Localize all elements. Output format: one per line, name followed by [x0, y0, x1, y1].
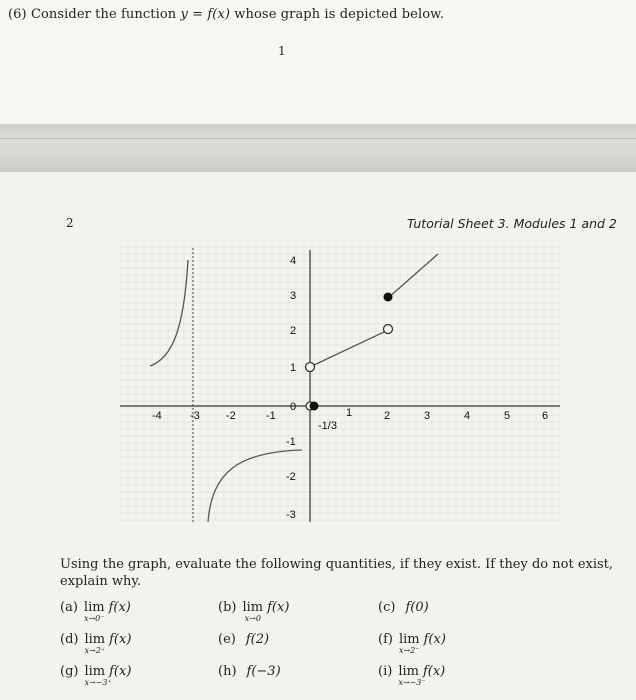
- item-label: (d): [60, 632, 79, 647]
- item-label: (h): [218, 664, 237, 679]
- item-d: [60, 632, 132, 655]
- x-tick-label: 1: [346, 407, 353, 419]
- limit-op: lim: [242, 600, 264, 615]
- x-tick-label: 3: [424, 410, 431, 422]
- item-f: [378, 632, 446, 655]
- item-expr: f(x): [423, 632, 446, 647]
- open-point-2-2: [384, 325, 393, 334]
- item-b: [218, 600, 290, 623]
- item-e: [218, 632, 269, 647]
- y-tick-label: 3: [290, 290, 297, 302]
- item-expr: f(0): [405, 600, 429, 615]
- limit-op: lim: [83, 600, 105, 615]
- limit-sub: x→2⁻: [399, 646, 420, 655]
- limit: [84, 664, 112, 687]
- page-number-1: 1: [278, 44, 286, 58]
- function-equation: y = f(x): [180, 7, 231, 22]
- function-graph: [120, 240, 560, 522]
- item-expr: f(x): [109, 664, 132, 679]
- y-tick-label: -3: [286, 509, 296, 521]
- limit-sub: x→0: [244, 614, 261, 623]
- item-expr: f(2): [245, 632, 270, 647]
- item-label: (c): [378, 600, 396, 615]
- instructions: Using the graph, evaluate the following quantities, if they exist. If they do not exist, explain why.: [60, 557, 614, 589]
- page-number-2: 2: [66, 216, 74, 230]
- item-a: [60, 600, 131, 623]
- item-i: [378, 664, 446, 687]
- limit: [83, 600, 105, 623]
- closed-point-2-3: [384, 293, 393, 302]
- limit: [398, 664, 426, 687]
- x-tick-label: 5: [504, 410, 511, 422]
- question-header: [8, 7, 444, 22]
- closed-point-origin: [310, 402, 319, 411]
- item-label: (a): [60, 600, 78, 615]
- page-separator: [0, 124, 636, 172]
- x-tick-label: -4: [152, 410, 162, 422]
- y-tick-label: 2: [290, 325, 297, 337]
- item-expr: f(x): [267, 600, 290, 615]
- separator-line: [0, 138, 636, 139]
- limit-op: lim: [84, 664, 106, 679]
- item-label: (g): [60, 664, 79, 679]
- limit: [84, 632, 106, 655]
- item-label: (f): [378, 632, 393, 647]
- item-c: [378, 600, 429, 615]
- x-tick-label: -3: [190, 410, 200, 422]
- item-g: [60, 664, 132, 687]
- annotation-label: -1/3: [318, 420, 337, 432]
- origin-label: 0: [290, 401, 297, 413]
- limit: [398, 632, 420, 655]
- x-tick-label: -2: [226, 410, 236, 422]
- limit-op: lim: [84, 632, 106, 647]
- item-label: (e): [218, 632, 236, 647]
- item-expr: f(x): [108, 600, 131, 615]
- limit-sub: x→−3⁺: [84, 678, 112, 687]
- limit-sub: x→−3⁻: [398, 678, 426, 687]
- y-tick-label: 1: [290, 362, 297, 374]
- y-tick-label: 4: [290, 255, 297, 267]
- sheet-title: Tutorial Sheet 3. Modules 1 and 2: [407, 216, 617, 231]
- limit-op: lim: [398, 632, 420, 647]
- y-tick-label: -1: [286, 436, 296, 448]
- item-expr: f(−3): [246, 664, 281, 679]
- x-tick-label: 4: [464, 410, 471, 422]
- x-tick-label: 6: [542, 410, 549, 422]
- y-tick-label: -2: [286, 471, 296, 483]
- limit: [242, 600, 264, 623]
- x-tick-label: 2: [384, 410, 391, 422]
- item-expr: f(x): [422, 664, 446, 679]
- question-text-rest: whose graph is depicted below.: [230, 7, 445, 22]
- question-text: (6) Consider the function: [8, 7, 181, 22]
- x-tick-label: -1: [266, 410, 276, 422]
- item-expr: f(x): [109, 632, 132, 647]
- item-h: [218, 664, 281, 679]
- item-label: (b): [218, 600, 237, 615]
- limit-sub: x→2⁺: [84, 646, 106, 655]
- open-point-0-1: [306, 363, 315, 372]
- limit-sub: x→0⁻: [83, 614, 105, 623]
- item-label: (i): [378, 664, 393, 679]
- limit-op: lim: [398, 664, 419, 679]
